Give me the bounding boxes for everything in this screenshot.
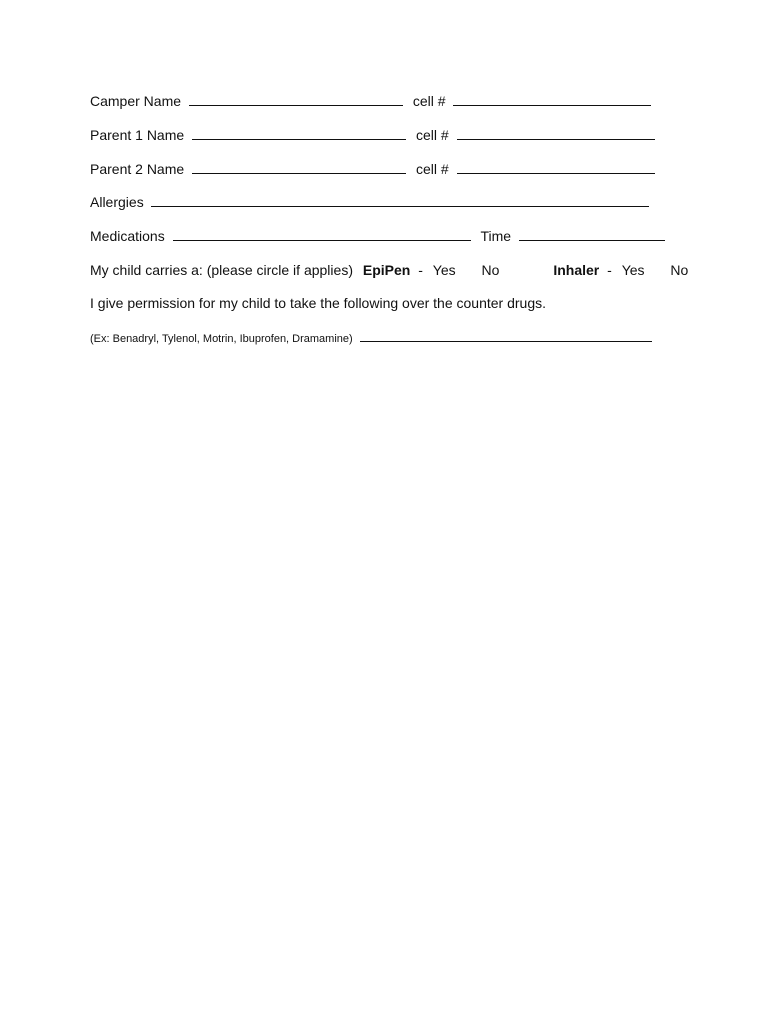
camper-cell-label: cell # <box>412 93 446 109</box>
medications-row <box>90 228 665 244</box>
parent1-name-label: Parent 1 Name <box>90 127 185 143</box>
medications-field[interactable] <box>173 228 471 241</box>
parent1-name-field[interactable] <box>192 127 406 140</box>
parent1-cell-field[interactable] <box>457 127 655 140</box>
inhaler-dash: - <box>607 262 612 278</box>
camper-cell-field[interactable] <box>453 93 651 106</box>
time-field[interactable] <box>519 228 665 241</box>
inhaler-label: Inhaler <box>553 262 600 278</box>
parent2-name-field[interactable] <box>192 161 406 174</box>
allergies-field[interactable] <box>151 194 649 207</box>
otc-drugs-field[interactable] <box>360 331 652 342</box>
parent2-cell-field[interactable] <box>457 161 655 174</box>
allergies-label: Allergies <box>90 194 144 210</box>
carries-row <box>90 262 688 278</box>
parent2-name-label: Parent 2 Name <box>90 161 185 177</box>
carries-prefix: My child carries a: (please circle if applies) <box>90 262 353 278</box>
permission-row <box>90 295 546 311</box>
inhaler-no-option[interactable]: No <box>670 262 689 278</box>
inhaler-yes-option[interactable]: Yes <box>621 262 645 278</box>
parent1-name-row <box>90 127 655 143</box>
time-label: Time <box>480 228 512 244</box>
camper-name-label: Camper Name <box>90 93 182 109</box>
epipen-label: EpiPen <box>362 262 411 278</box>
epipen-dash: - <box>418 262 423 278</box>
allergies-row <box>90 194 649 210</box>
permission-text: I give permission for my child to take the following over the counter drugs. <box>90 295 546 311</box>
parent1-cell-label: cell # <box>415 127 449 143</box>
otc-examples-label: (Ex: Benadryl, Tylenol, Motrin, Ibuprofen, Dramamine) <box>90 333 353 345</box>
otc-drugs-row <box>90 331 652 347</box>
camper-name-row <box>90 93 651 109</box>
epipen-no-option[interactable]: No <box>481 262 500 278</box>
camper-name-field[interactable] <box>189 93 403 106</box>
epipen-yes-option[interactable]: Yes <box>432 262 456 278</box>
parent2-name-row <box>90 161 655 177</box>
medications-label: Medications <box>90 228 165 244</box>
parent2-cell-label: cell # <box>415 161 449 177</box>
